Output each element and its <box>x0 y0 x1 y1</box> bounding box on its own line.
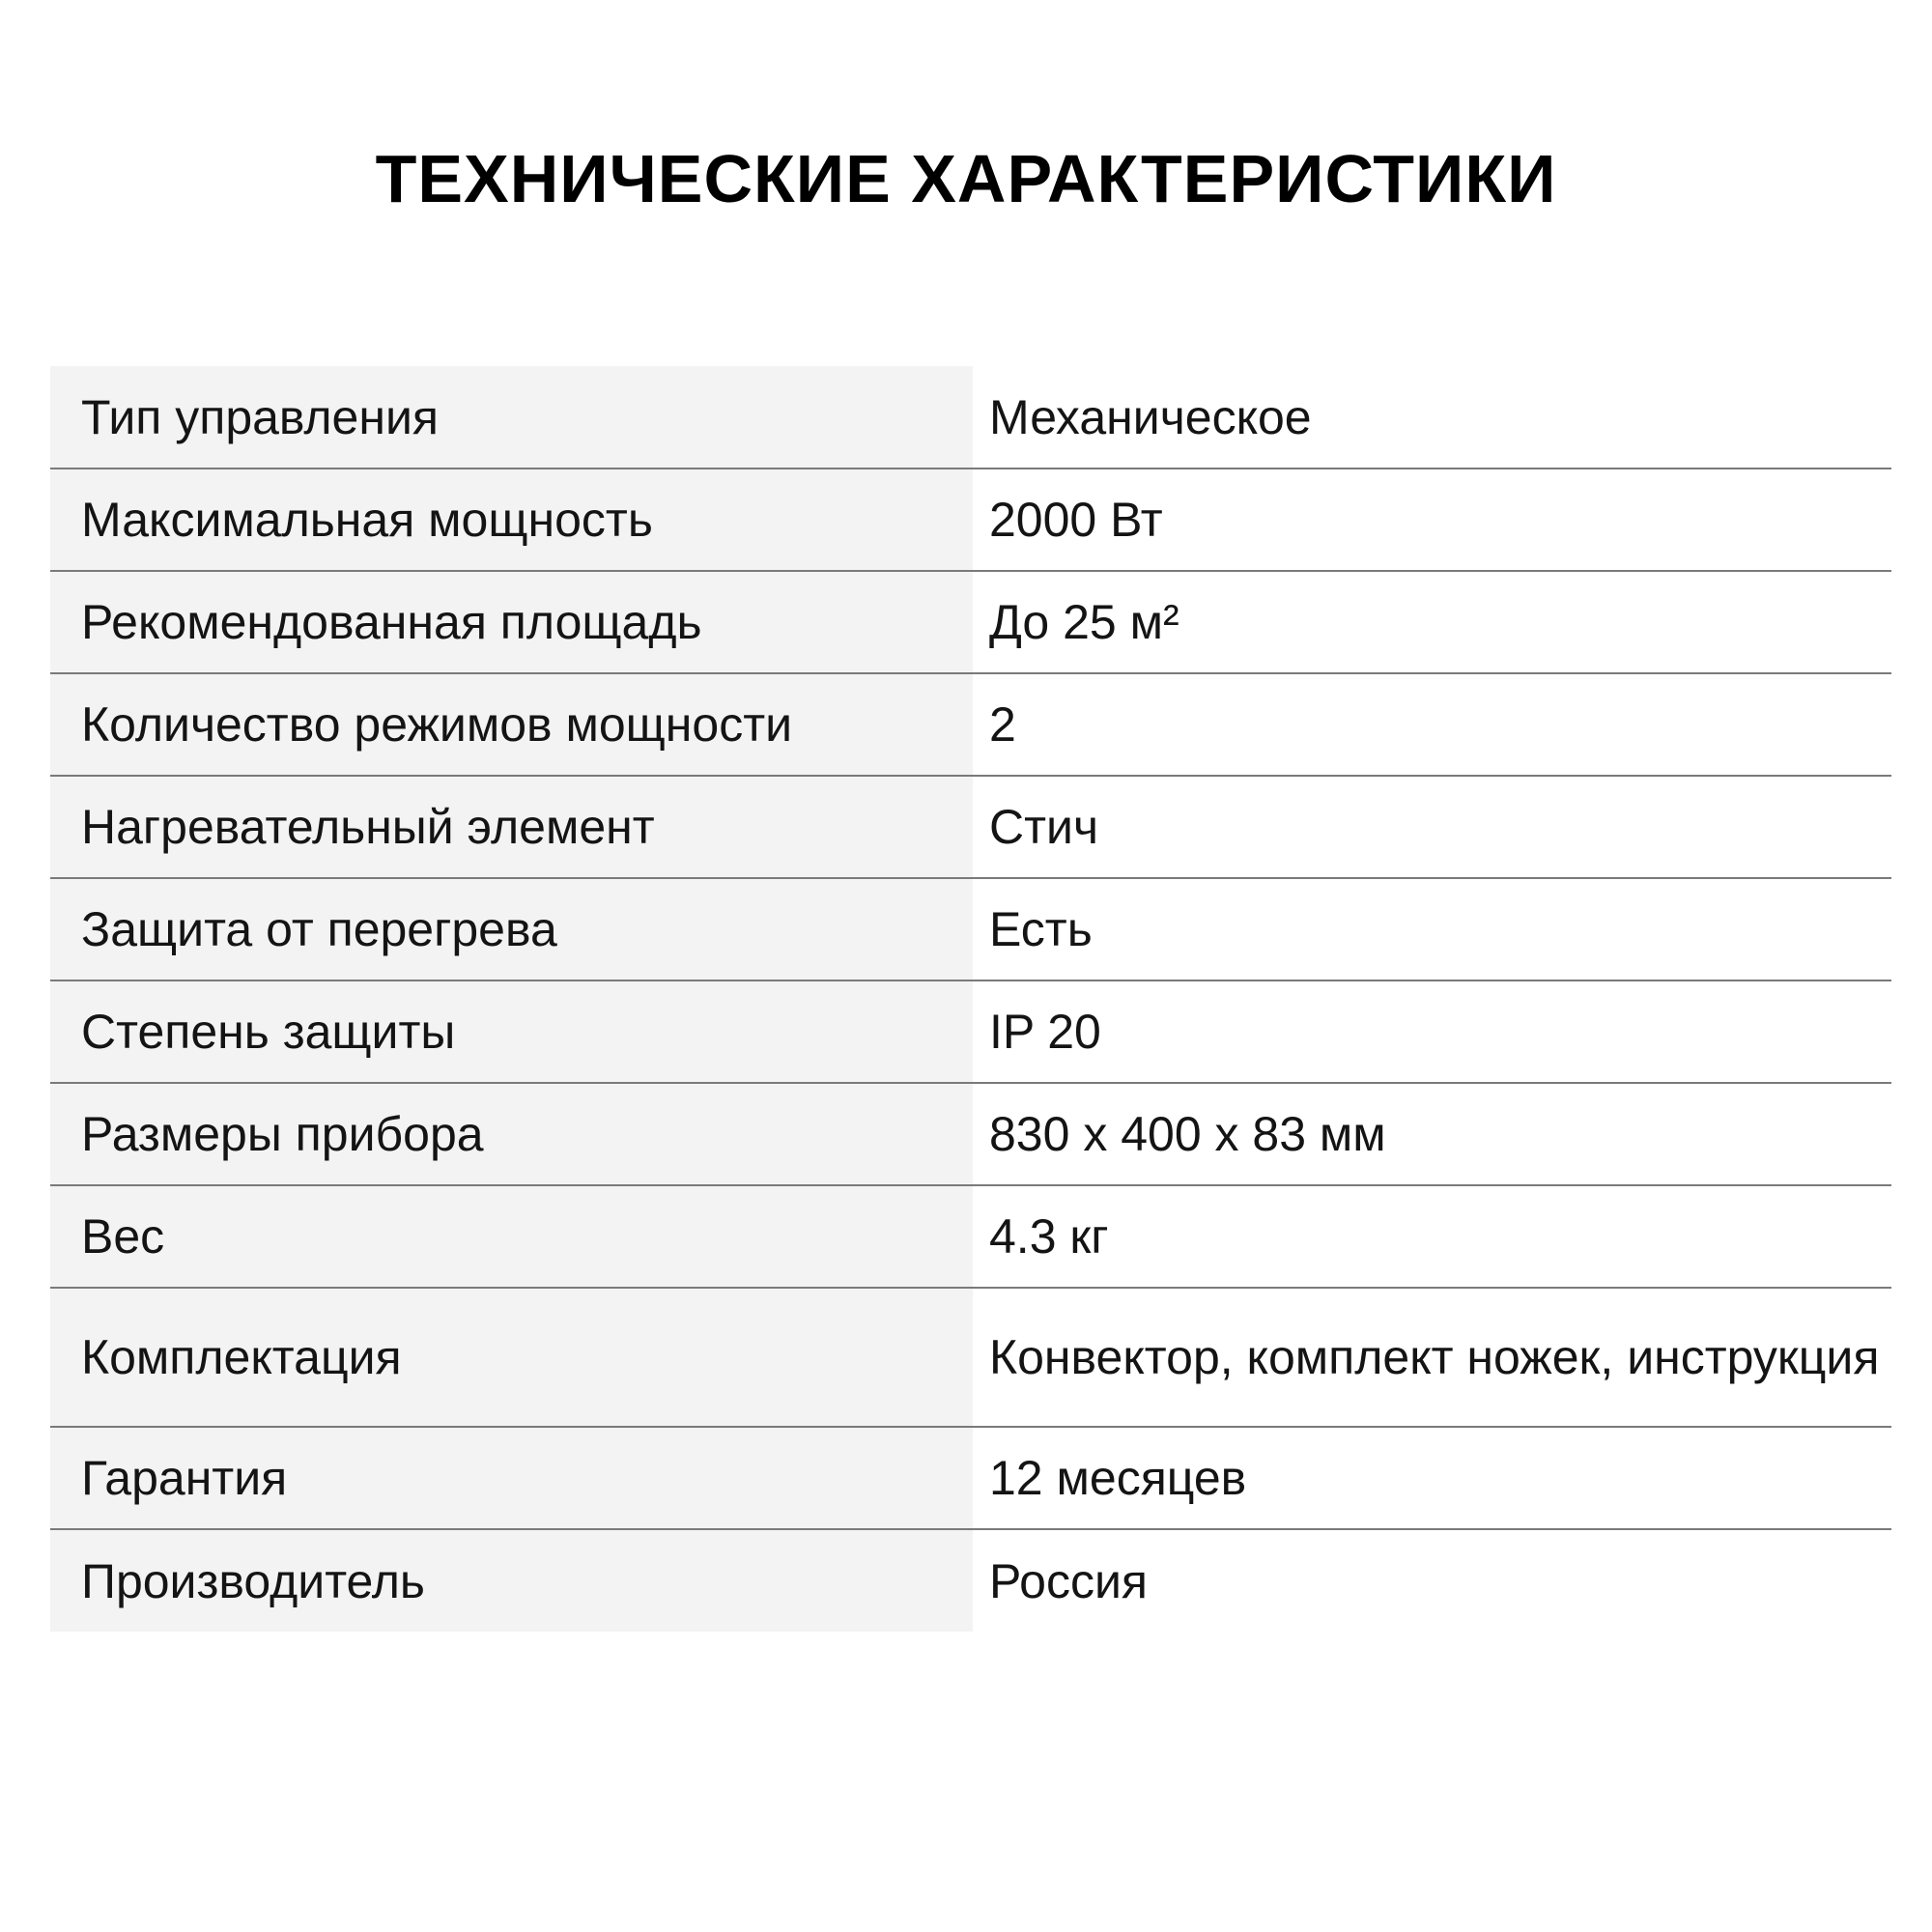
spec-value: 2000 Вт <box>989 493 1163 547</box>
spec-label: Рекомендованная площадь <box>50 571 973 673</box>
spec-value: Есть <box>989 902 1093 956</box>
spec-value: Механическое <box>989 389 1312 444</box>
spec-label: Максимальная мощность <box>50 469 973 571</box>
spec-row-max-power <box>50 469 1891 571</box>
spec-value: Россия <box>989 1553 1148 1608</box>
spec-label: Защита от перегрева <box>50 878 973 980</box>
spec-label: Комплектация <box>50 1288 973 1427</box>
spec-row-manufacturer <box>50 1529 1891 1632</box>
spec-label: Производитель <box>50 1529 973 1632</box>
spec-value: Стич <box>989 800 1098 854</box>
spec-value: До 25 м² <box>989 595 1179 649</box>
spec-value: 2 <box>989 697 1016 752</box>
spec-value: 830 х 400 х 83 мм <box>989 1107 1386 1161</box>
spec-row-package <box>50 1288 1891 1427</box>
spec-value: IP 20 <box>989 1005 1101 1059</box>
spec-label: Тип управления <box>50 366 973 469</box>
spec-row-protection-class <box>50 980 1891 1083</box>
spec-row-dimensions <box>50 1083 1891 1185</box>
spec-row-heating-element <box>50 776 1891 878</box>
spec-value: Конвектор, комплект ножек, инструкция <box>989 1330 1880 1384</box>
spec-label: Нагревательный элемент <box>50 776 973 878</box>
spec-label: Степень защиты <box>50 980 973 1083</box>
spec-row-warranty <box>50 1427 1891 1529</box>
spec-label: Размеры прибора <box>50 1083 973 1185</box>
page-title: ТЕХНИЧЕСКИЕ ХАРАКТЕРИСТИКИ <box>375 141 1557 216</box>
spec-row-overheat-protection <box>50 878 1891 980</box>
spec-label: Гарантия <box>50 1427 973 1529</box>
spec-row-weight <box>50 1185 1891 1288</box>
spec-row-control-type <box>50 366 1891 469</box>
spec-row-power-modes <box>50 673 1891 776</box>
spec-row-recommended-area <box>50 571 1891 673</box>
spec-value: 4.3 кг <box>989 1209 1109 1264</box>
specs-table <box>50 366 1891 1632</box>
spec-label: Количество режимов мощности <box>50 673 973 776</box>
spec-label: Вес <box>50 1185 973 1288</box>
spec-value: 12 месяцев <box>989 1451 1247 1505</box>
